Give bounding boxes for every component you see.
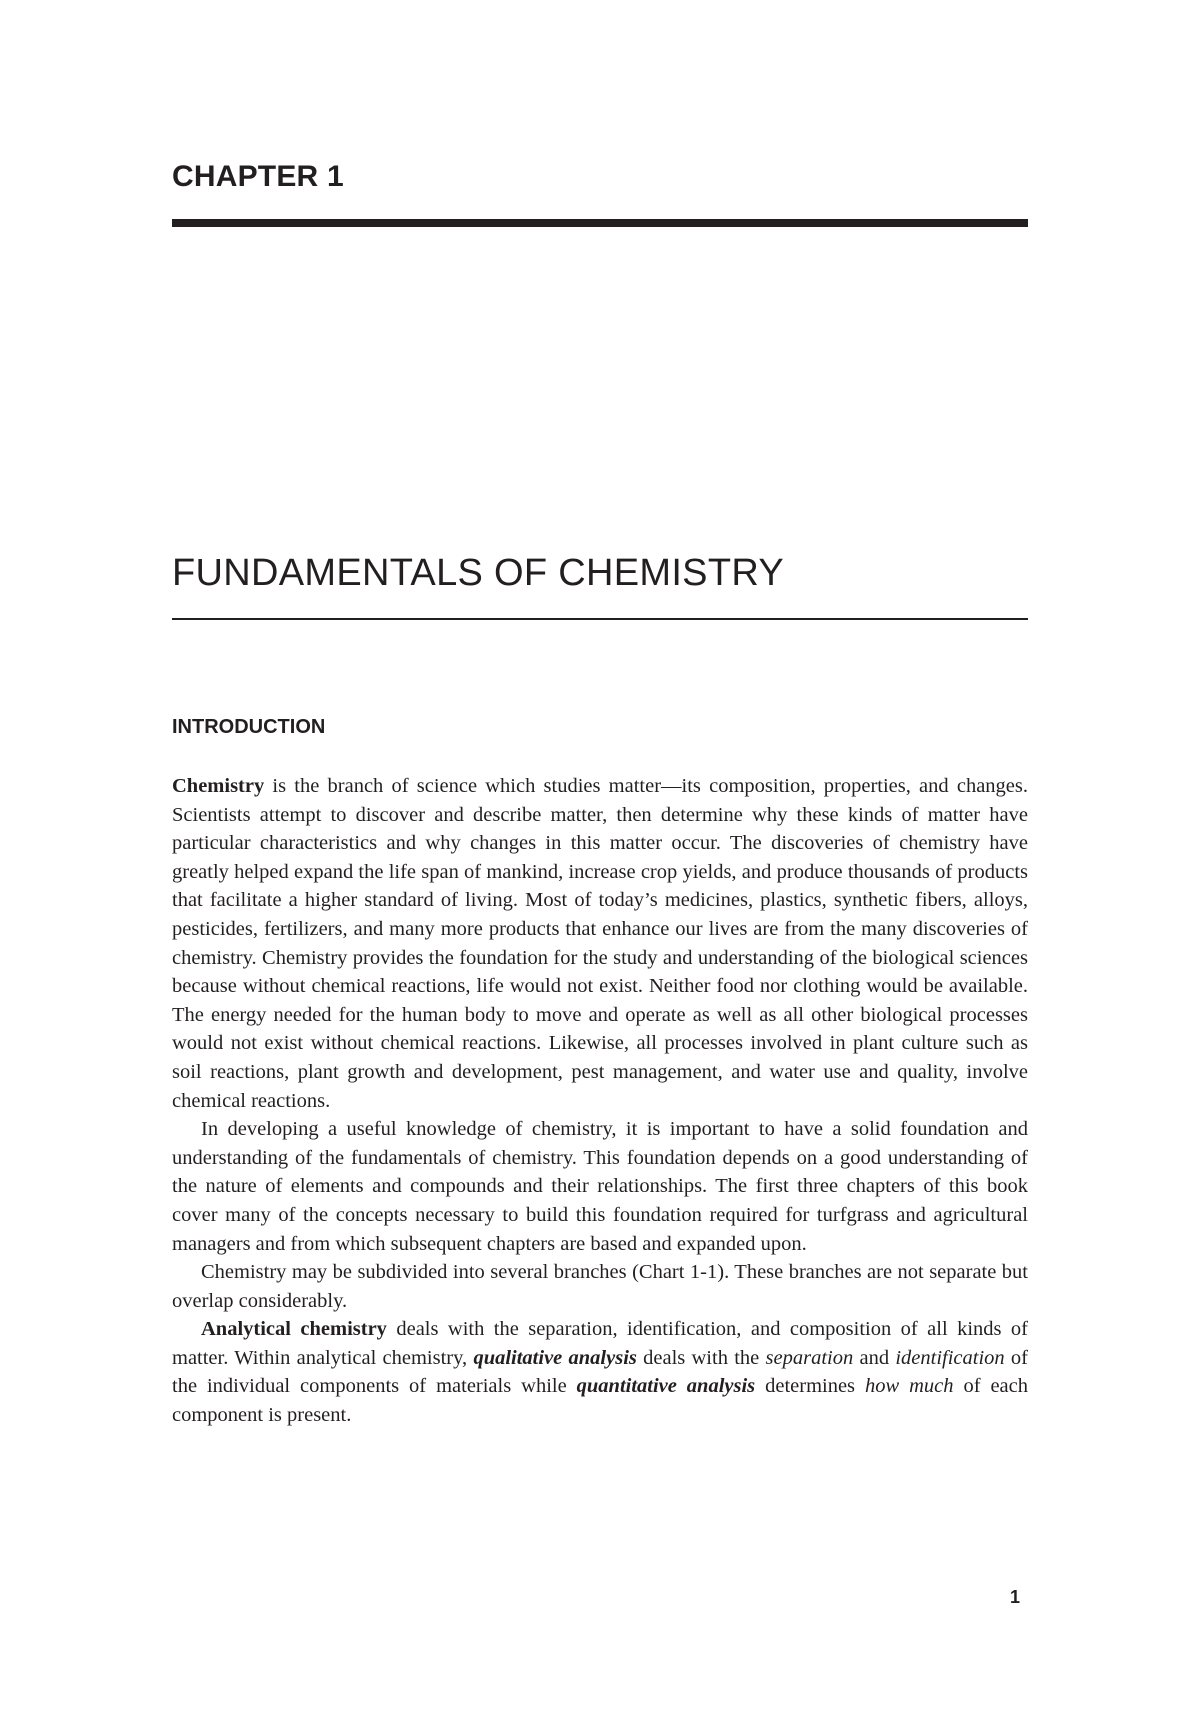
paragraph-chemistry-definition — [172, 772, 1028, 1115]
paragraph-text: is the branch of science which studies matter—its composition, properties, and changes. Scientists attempt to discover and describe matter, then determine why these kinds of matter have particular characteristics and why changes in this matter occur. The discoveries of chemistry have greatly helped expand the life span of mankind, increase crop yields, and produce thousands of products that facilitate a higher standard of living. Most of today’s medicines, plastics, synthetic fibers, alloys, pesticides, fertilizers, and many more products that enhance our lives are from the many discoveries of chemistry. Chemistry provides the foundation for the study and understanding of the biological sciences because without chemical reactions, life would not exist. Neither food nor clothing would be available. The energy needed for the human body to move and operate as well as all other biological processes would not exist without chemical reactions. Likewise, all processes involved in plant culture such as soil reactions, plant growth and development, pest management, and water use and quality, involve chemical reactions. — [172, 775, 1028, 1112]
section-heading: INTRODUCTION — [172, 716, 326, 738]
page-number: 1 — [1010, 1587, 1021, 1607]
chapter-rule — [172, 219, 1028, 227]
paragraph-text: determines — [755, 1375, 865, 1398]
term-qualitative-analysis: qualitative analysis — [473, 1346, 637, 1369]
paragraph-text: deals with the — [636, 1346, 766, 1369]
chapter-label: CHAPTER 1 — [172, 160, 344, 193]
paragraph-text: Chemistry may be subdivided into several branches (Chart 1-1). These branches are not separate but overlap considerably. — [172, 1261, 1028, 1312]
emphasis-how-much: how much — [864, 1375, 954, 1398]
title-rule — [172, 618, 1028, 620]
paragraph-text: of the individual components of materials while — [172, 1346, 1028, 1398]
emphasis-identification: identification — [895, 1346, 1005, 1369]
paragraph-foundation — [172, 1115, 1028, 1258]
term-chemistry: Chemistry — [172, 775, 265, 797]
paragraph-text: and — [853, 1346, 896, 1369]
paragraph-analytical-chemistry — [172, 1315, 1028, 1429]
term-analytical-chemistry: Analytical chemistry — [201, 1318, 387, 1341]
paragraph-branches — [172, 1258, 1028, 1315]
term-quantitative-analysis: quantitative analysis — [576, 1375, 756, 1398]
chapter-title: FUNDAMENTALS OF CHEMISTRY — [172, 552, 785, 594]
paragraph-text: In developing a useful knowledge of chemistry, it is important to have a solid foundation and understanding of the fundamentals of chemistry. This foundation depends on a good understanding of the nature of elements and compounds and their relationships. The first three chapters of this book cover many of the concepts necessary to build this foundation required for turfgrass and agricultural managers and from which subsequent chapters are based and expanded upon. — [172, 1118, 1028, 1255]
body-text — [172, 772, 1028, 1430]
paragraph-text: deals with the separation, identification, and composition of all kinds of matter. Within analytical chemistry, — [172, 1318, 1028, 1369]
emphasis-separation: separation — [765, 1346, 854, 1369]
paragraph-text: of each component is present. — [172, 1375, 1029, 1427]
